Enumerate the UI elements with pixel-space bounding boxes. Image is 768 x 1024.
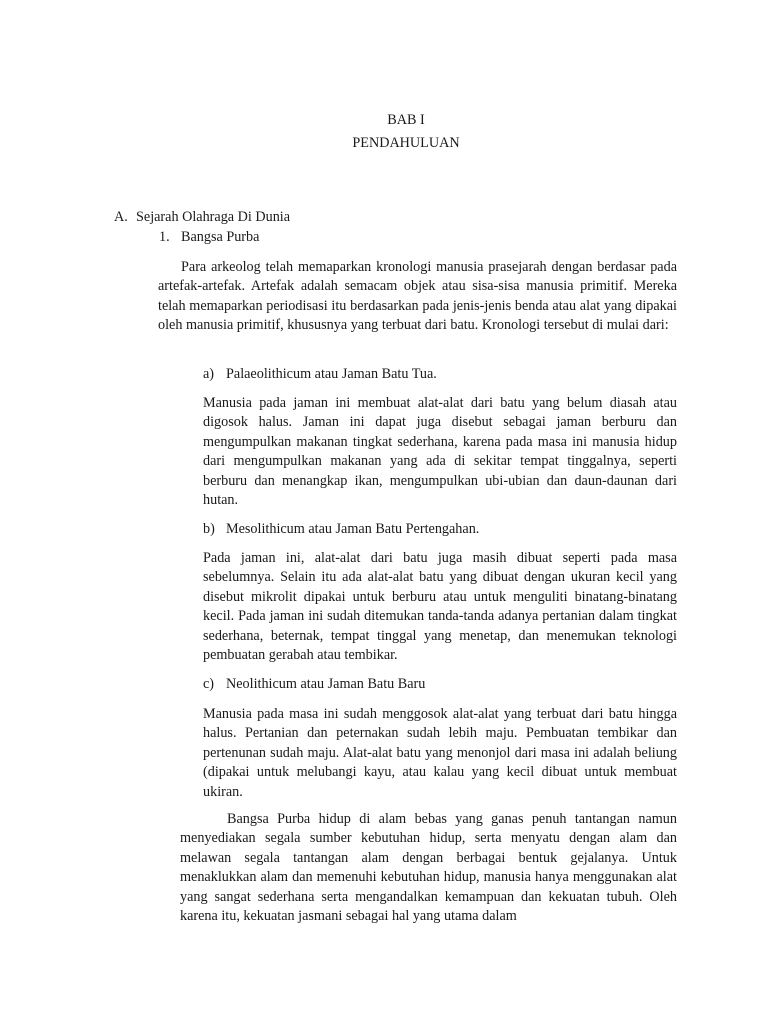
chapter-number: BAB I — [387, 112, 425, 128]
section-heading — [114, 208, 290, 227]
chapter-title: PENDAHULUAN — [352, 135, 460, 151]
list-item-paragraph: Manusia pada jaman ini membuat alat-alat dari batu yang belum diasah atau digosok halus. Jaman ini dapat juga disebut sebagai jaman berburu dan mengumpulkan makanan tingkat sederhana, karena pada masa ini manusia hidup dari mengumpulkan makanan yang ada di sekitar tempat tinggalnya, seperti berburu dan menangkap ikan, mengumpulkan ubi-ubian dan daun-daunan dari hutan. — [203, 395, 677, 509]
subsection-heading — [159, 228, 259, 247]
list-item-marker: c) — [203, 676, 215, 692]
list-item-title: Mesolithicum atau Jaman Batu Pertengahan. — [226, 521, 480, 537]
list-item-heading — [203, 520, 479, 539]
list-item-heading — [203, 365, 437, 384]
subsection-marker: 1. — [159, 229, 170, 245]
intro-paragraph: Para arkeolog telah memaparkan kronologi manusia prasejarah dengan berdasar pada artefak-artefak. Artefak adalah semacam objek atau sisa-sisa manusia primitif. Mereka telah memaparkan periodisasi itu berdasarkan pada jenis-jenis benda atau alat yang dipakai oleh manusia primitif, khususnya yang terbuat dari batu. Kronologi tersebut di mulai dari: — [158, 259, 677, 334]
closing-paragraph: Bangsa Purba hidup di alam bebas yang ganas penuh tantangan namun menyediakan segala sumber kebutuhan hidup, serta menyatu dengan alam dan melawan segala tantangan alam dengan berbagai bentuk gejalanya. Untuk menaklukkan alam dan memenuhi kebutuhan hidup, manusia hanya menggunakan alat yang sangat sederhana serta mengandalkan kemampuan dan kekuatan tubuh. Oleh karena itu, kekuatan jasmani sebagai hal yang utama dalam — [180, 811, 677, 925]
list-item-paragraph: Pada jaman ini, alat-alat dari batu juga masih dibuat seperti pada masa sebelumnya. Selain itu ada alat-alat batu yang dibuat dengan ukuran kecil yang disebut mikrolit dipakai untuk berburu atau untuk menguliti binatang-binatang kecil. Pada jaman ini sudah ditemukan tanda-tanda adanya pertanian dalam tingkat sederhana, beternak, tempat tinggal yang menetap, dan menemukan teknologi pembuatan gerabah atau tembikar. — [203, 550, 677, 664]
list-item-marker: a) — [203, 366, 215, 382]
section-marker: A. — [114, 209, 128, 225]
list-item-marker: b) — [203, 521, 215, 537]
list-item-title: Palaeolithicum atau Jaman Batu Tua. — [226, 366, 437, 382]
subsection-title: Bangsa Purba — [181, 229, 260, 245]
list-item-heading — [203, 675, 425, 694]
list-item-paragraph: Manusia pada masa ini sudah menggosok alat-alat yang terbuat dari batu hingga halus. Pertanian dan peternakan sudah lebih maju. Pembuatan tembikar dan pertenunan sudah maju. Alat-alat batu yang menonjol dari masa ini adalah beliung (dipakai untuk melubangi kayu, atau kalau yang kecil dibuat untuk membuat ukiran. — [203, 706, 677, 800]
list-item-title: Neolithicum atau Jaman Batu Baru — [226, 676, 426, 692]
section-title: Sejarah Olahraga Di Dunia — [136, 209, 291, 225]
